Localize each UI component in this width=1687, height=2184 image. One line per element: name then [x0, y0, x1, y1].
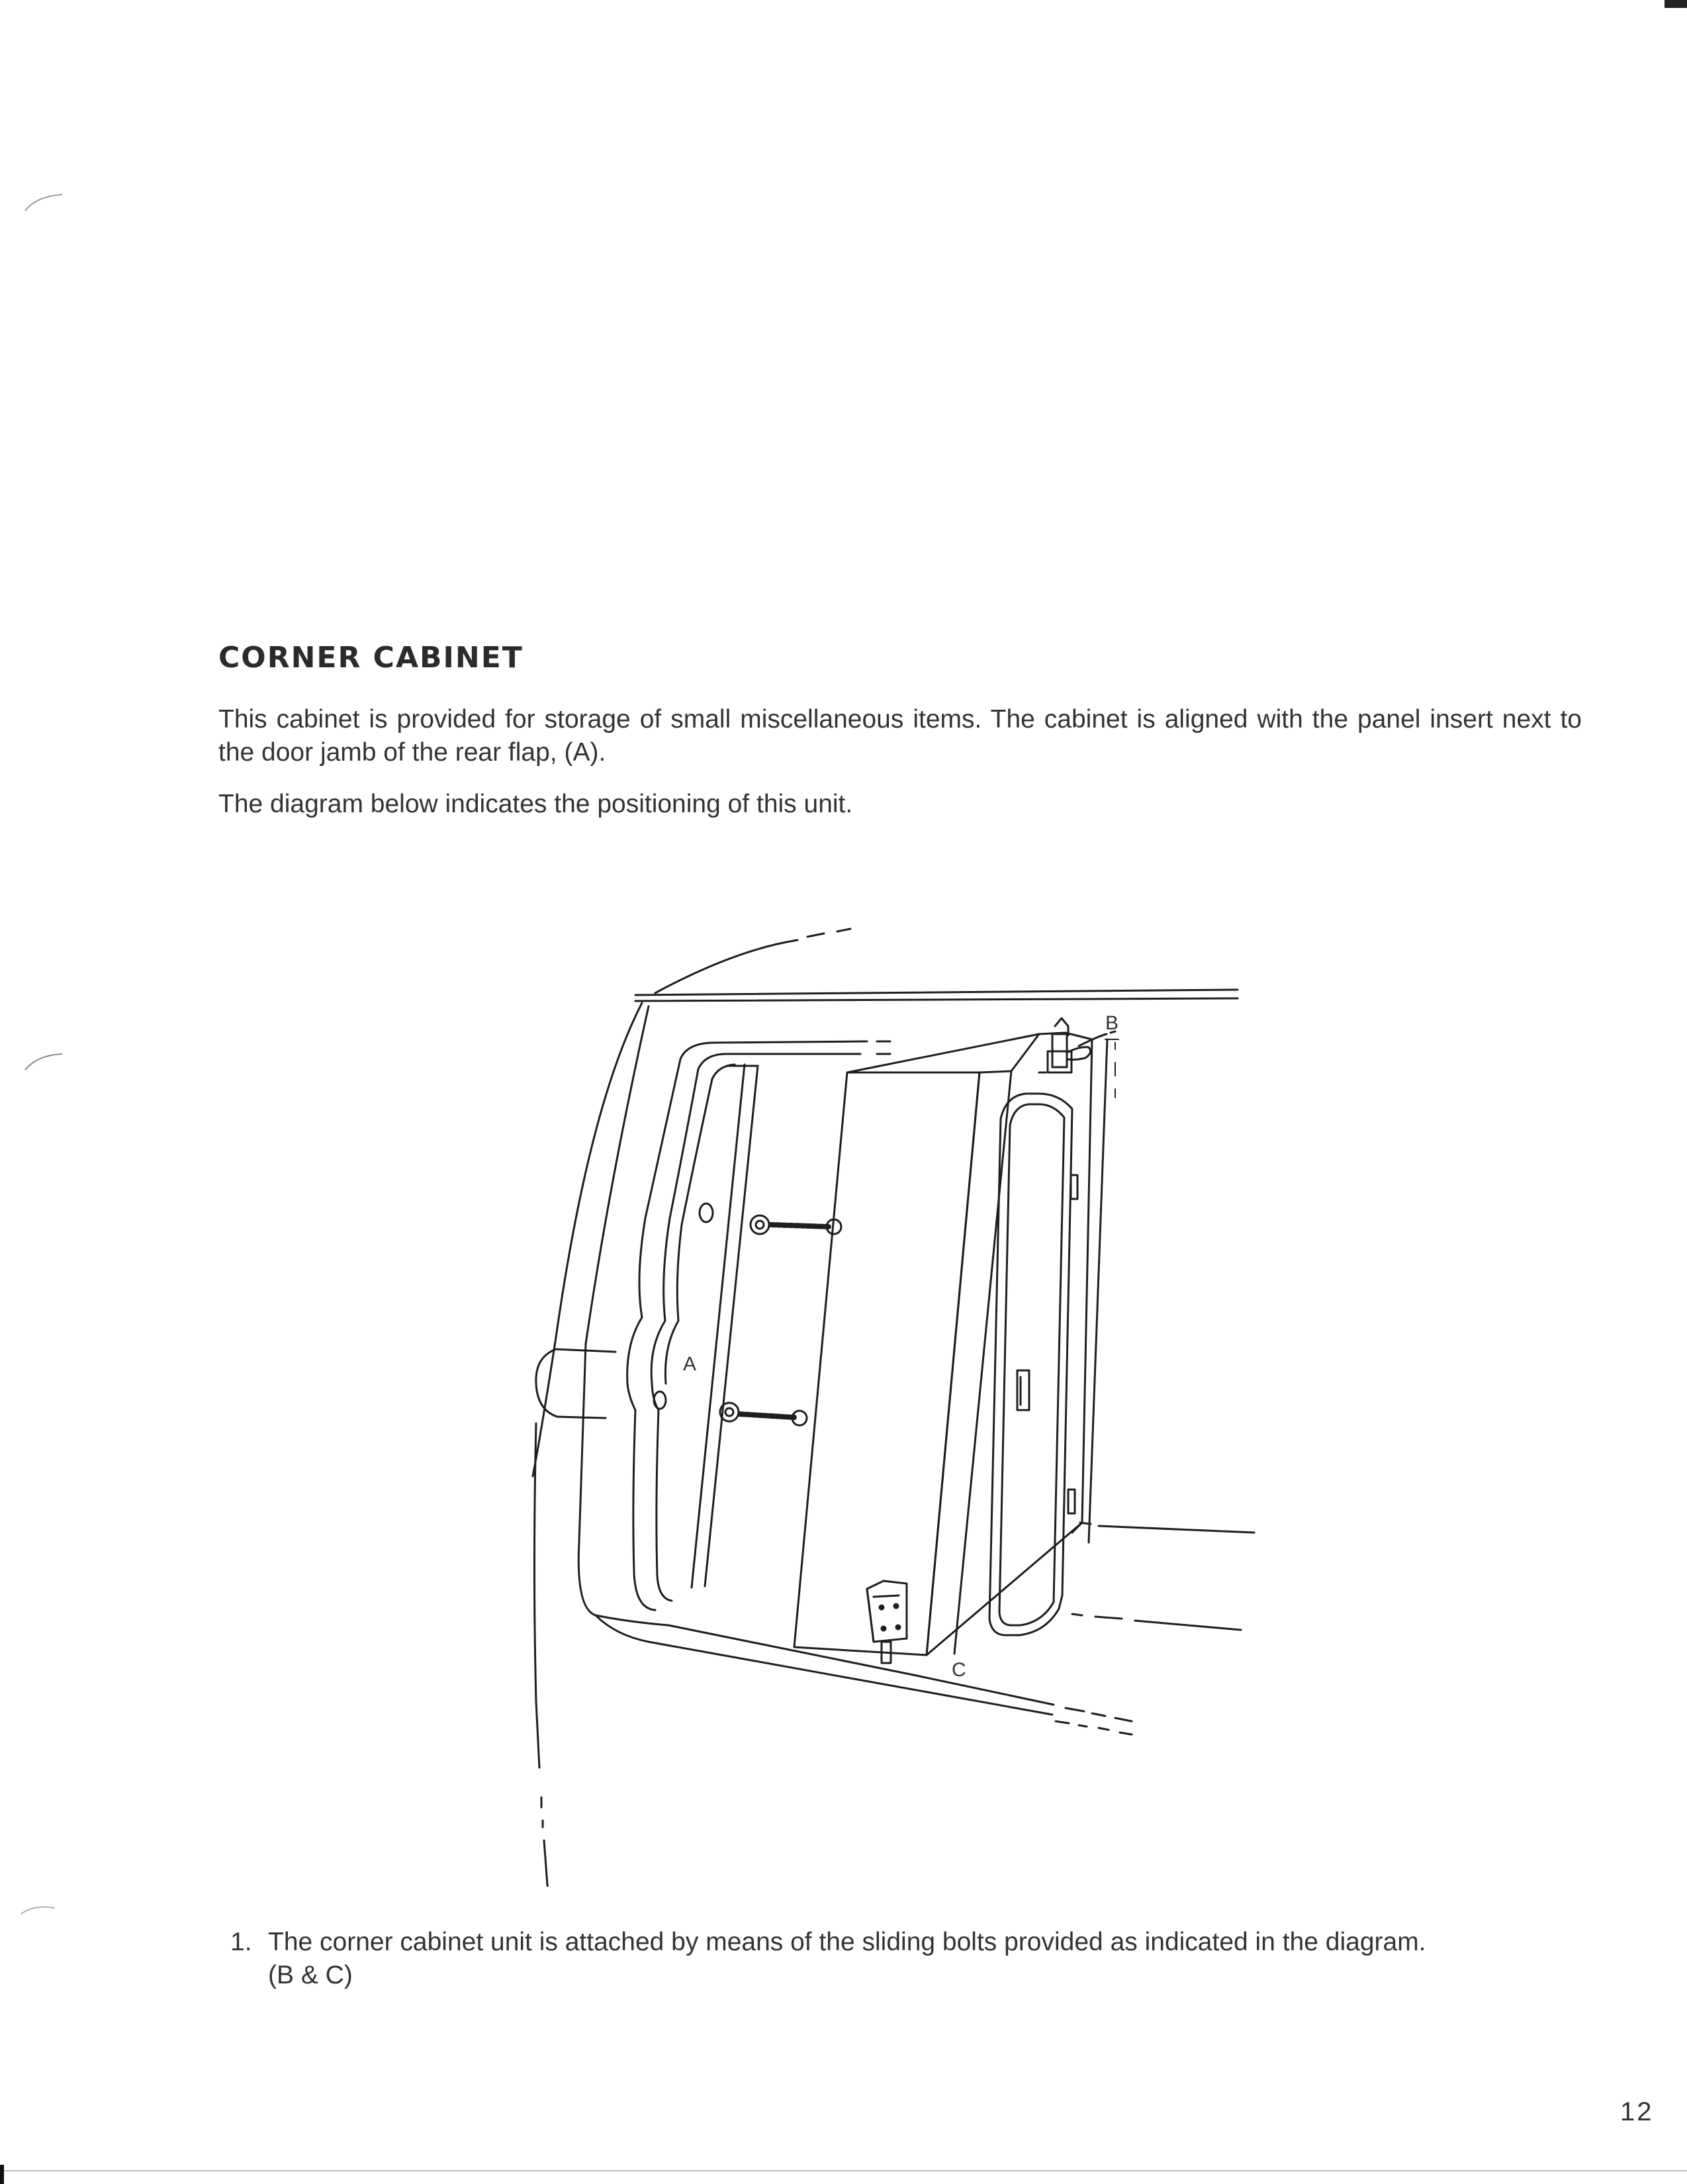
step-number: 1. — [230, 1928, 252, 1956]
scan-bottom-edge — [0, 2170, 1687, 2171]
step-note: (B & C) — [268, 1961, 353, 1989]
punch-hole-mark — [24, 192, 64, 212]
diagram-label-c: C — [952, 1659, 966, 1681]
corner-cabinet-diagram — [516, 907, 1277, 1887]
punch-hole-mark — [24, 1051, 64, 1071]
step-text: The corner cabinet unit is attached by means of the sliding bolts provided as indicated in the diagram. — [268, 1928, 1426, 1956]
scan-bottom-tick — [0, 2165, 4, 2184]
scan-corner-mark — [1664, 0, 1687, 8]
step-list-item — [230, 1926, 1594, 1992]
diagram-label-a: A — [683, 1353, 697, 1375]
page-title: CORNER CABINET — [218, 641, 524, 675]
intro-paragraph-diagram-note: The diagram below indicates the positioning of this unit. — [218, 790, 853, 818]
diagram-label-b: B — [1105, 1012, 1119, 1034]
punch-hole-mark — [20, 1899, 60, 1919]
intro-paragraph: This cabinet is provided for storage of small miscellaneous items. The cabinet is aligned with the panel insert next to the door jamb of the rear flap, (A). — [218, 705, 1582, 767]
page-number: 12 — [1620, 2097, 1654, 2126]
